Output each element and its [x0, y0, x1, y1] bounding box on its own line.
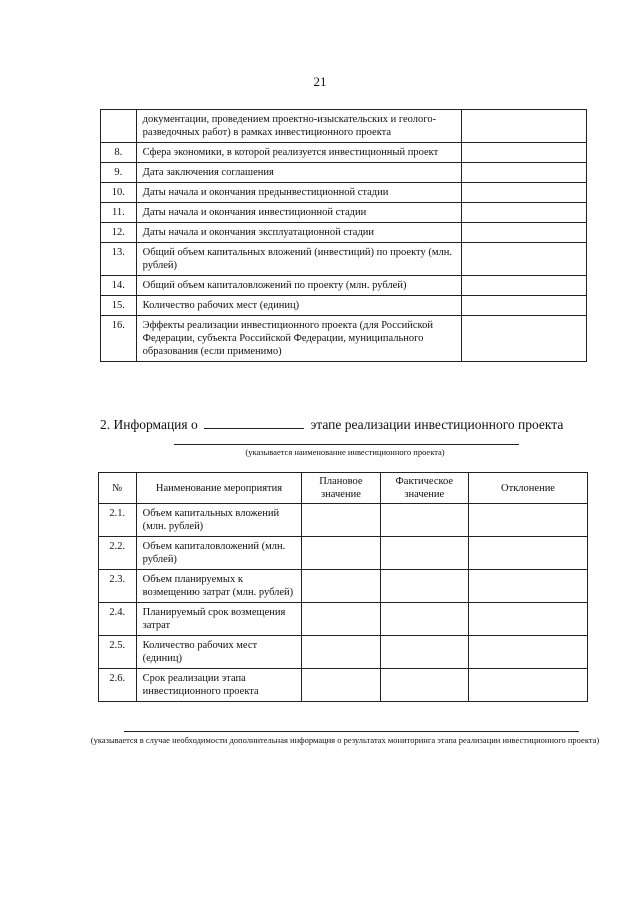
section-title-suffix: этапе реализации инвестиционного проекта: [310, 417, 564, 432]
header-actual: Фактическое значение: [380, 473, 468, 504]
footer-hint: (указывается в случае необходимости дополнительная информация о результатах мониторинга этапа реализации инвестиционного проекта): [90, 735, 600, 745]
table-row: [99, 669, 588, 702]
planned-value-cell[interactable]: [302, 570, 380, 603]
row-number: 10.: [101, 183, 137, 203]
row-number: 2.1.: [99, 504, 137, 537]
header-deviation: Отклонение: [469, 473, 588, 504]
row-number: 9.: [101, 163, 137, 183]
table-row: [101, 163, 587, 183]
row-label: Даты начала и окончания эксплуатационной стадии: [136, 223, 461, 243]
value-cell[interactable]: [461, 276, 586, 296]
table-row: [101, 296, 587, 316]
value-cell[interactable]: [461, 243, 586, 276]
table-row: [99, 603, 588, 636]
value-cell[interactable]: [461, 110, 586, 143]
actual-value-cell[interactable]: [380, 537, 468, 570]
table-row: [99, 504, 588, 537]
activity-label: Объем капиталовложений (млн. рублей): [136, 537, 302, 570]
value-cell[interactable]: [461, 223, 586, 243]
deviation-cell[interactable]: [469, 636, 588, 669]
value-cell[interactable]: [461, 143, 586, 163]
actual-value-cell[interactable]: [380, 636, 468, 669]
activity-label: Количество рабочих мест (единиц): [136, 636, 302, 669]
row-number: 12.: [101, 223, 137, 243]
planned-value-cell[interactable]: [302, 504, 380, 537]
stage-indicators-table: [98, 472, 588, 702]
deviation-cell[interactable]: [469, 669, 588, 702]
table-header-row: [99, 473, 588, 504]
project-name-line: [174, 444, 519, 445]
planned-value-cell[interactable]: [302, 603, 380, 636]
table-row: [99, 636, 588, 669]
table-row: [101, 243, 587, 276]
activity-label: Объем капитальных вложений (млн. рублей): [136, 504, 302, 537]
table-row: [101, 183, 587, 203]
header-activity: Наименование мероприятия: [136, 473, 302, 504]
row-number: 2.2.: [99, 537, 137, 570]
table-row: [101, 203, 587, 223]
row-number: 2.5.: [99, 636, 137, 669]
actual-value-cell[interactable]: [380, 669, 468, 702]
planned-value-cell[interactable]: [302, 669, 380, 702]
row-label: Дата заключения соглашения: [136, 163, 461, 183]
header-num: №: [99, 473, 137, 504]
row-label: Даты начала и окончания предынвестиционной стадии: [136, 183, 461, 203]
project-name-hint: (указывается наименование инвестиционного проекта): [245, 447, 445, 457]
table-row: [101, 276, 587, 296]
row-label: Эффекты реализации инвестиционного проекта (для Российской Федерации, субъекта Российской Федерации, муниципального образования (если применимо): [136, 316, 461, 362]
table-row: [101, 223, 587, 243]
value-cell[interactable]: [461, 316, 586, 362]
row-number: 2.6.: [99, 669, 137, 702]
table-row: [99, 537, 588, 570]
row-number: 13.: [101, 243, 137, 276]
table-row: [99, 570, 588, 603]
row-number: 16.: [101, 316, 137, 362]
header-planned: Плановое значение: [302, 473, 380, 504]
row-label: Общий объем капитальных вложений (инвестиций) по проекту (млн. рублей): [136, 243, 461, 276]
section-title-prefix: 2. Информация о: [100, 417, 198, 432]
deviation-cell[interactable]: [469, 537, 588, 570]
row-label: документации, проведением проектно-изыскательских и геолого-разведочных работ) в рамках инвестиционного проекта: [136, 110, 461, 143]
planned-value-cell[interactable]: [302, 537, 380, 570]
activity-label: Планируемый срок возмещения затрат: [136, 603, 302, 636]
row-number: 11.: [101, 203, 137, 223]
row-number: 2.4.: [99, 603, 137, 636]
value-cell[interactable]: [461, 296, 586, 316]
row-number: 14.: [101, 276, 137, 296]
section-2-title: [100, 416, 590, 433]
row-label: Общий объем капиталовложений по проекту (млн. рублей): [136, 276, 461, 296]
actual-value-cell[interactable]: [380, 570, 468, 603]
deviation-cell[interactable]: [469, 603, 588, 636]
row-number: 2.3.: [99, 570, 137, 603]
value-cell[interactable]: [461, 183, 586, 203]
footer-line: [124, 731, 579, 732]
actual-value-cell[interactable]: [380, 603, 468, 636]
table-row: [101, 110, 587, 143]
row-label: Количество рабочих мест (единиц): [136, 296, 461, 316]
deviation-cell[interactable]: [469, 570, 588, 603]
row-number: [101, 110, 137, 143]
value-cell[interactable]: [461, 203, 586, 223]
value-cell[interactable]: [461, 163, 586, 183]
row-number: 8.: [101, 143, 137, 163]
row-label: Даты начала и окончания инвестиционной стадии: [136, 203, 461, 223]
table-row: [101, 316, 587, 362]
stage-name-blank[interactable]: [204, 416, 304, 429]
planned-value-cell[interactable]: [302, 636, 380, 669]
activity-label: Объем планируемых к возмещению затрат (млн. рублей): [136, 570, 302, 603]
deviation-cell[interactable]: [469, 504, 588, 537]
activity-label: Срок реализации этапа инвестиционного проекта: [136, 669, 302, 702]
page-number: 21: [313, 74, 327, 89]
actual-value-cell[interactable]: [380, 504, 468, 537]
row-number: 15.: [101, 296, 137, 316]
project-info-table: [100, 109, 587, 362]
table-row: [101, 143, 587, 163]
row-label: Сфера экономики, в которой реализуется инвестиционный проект: [136, 143, 461, 163]
